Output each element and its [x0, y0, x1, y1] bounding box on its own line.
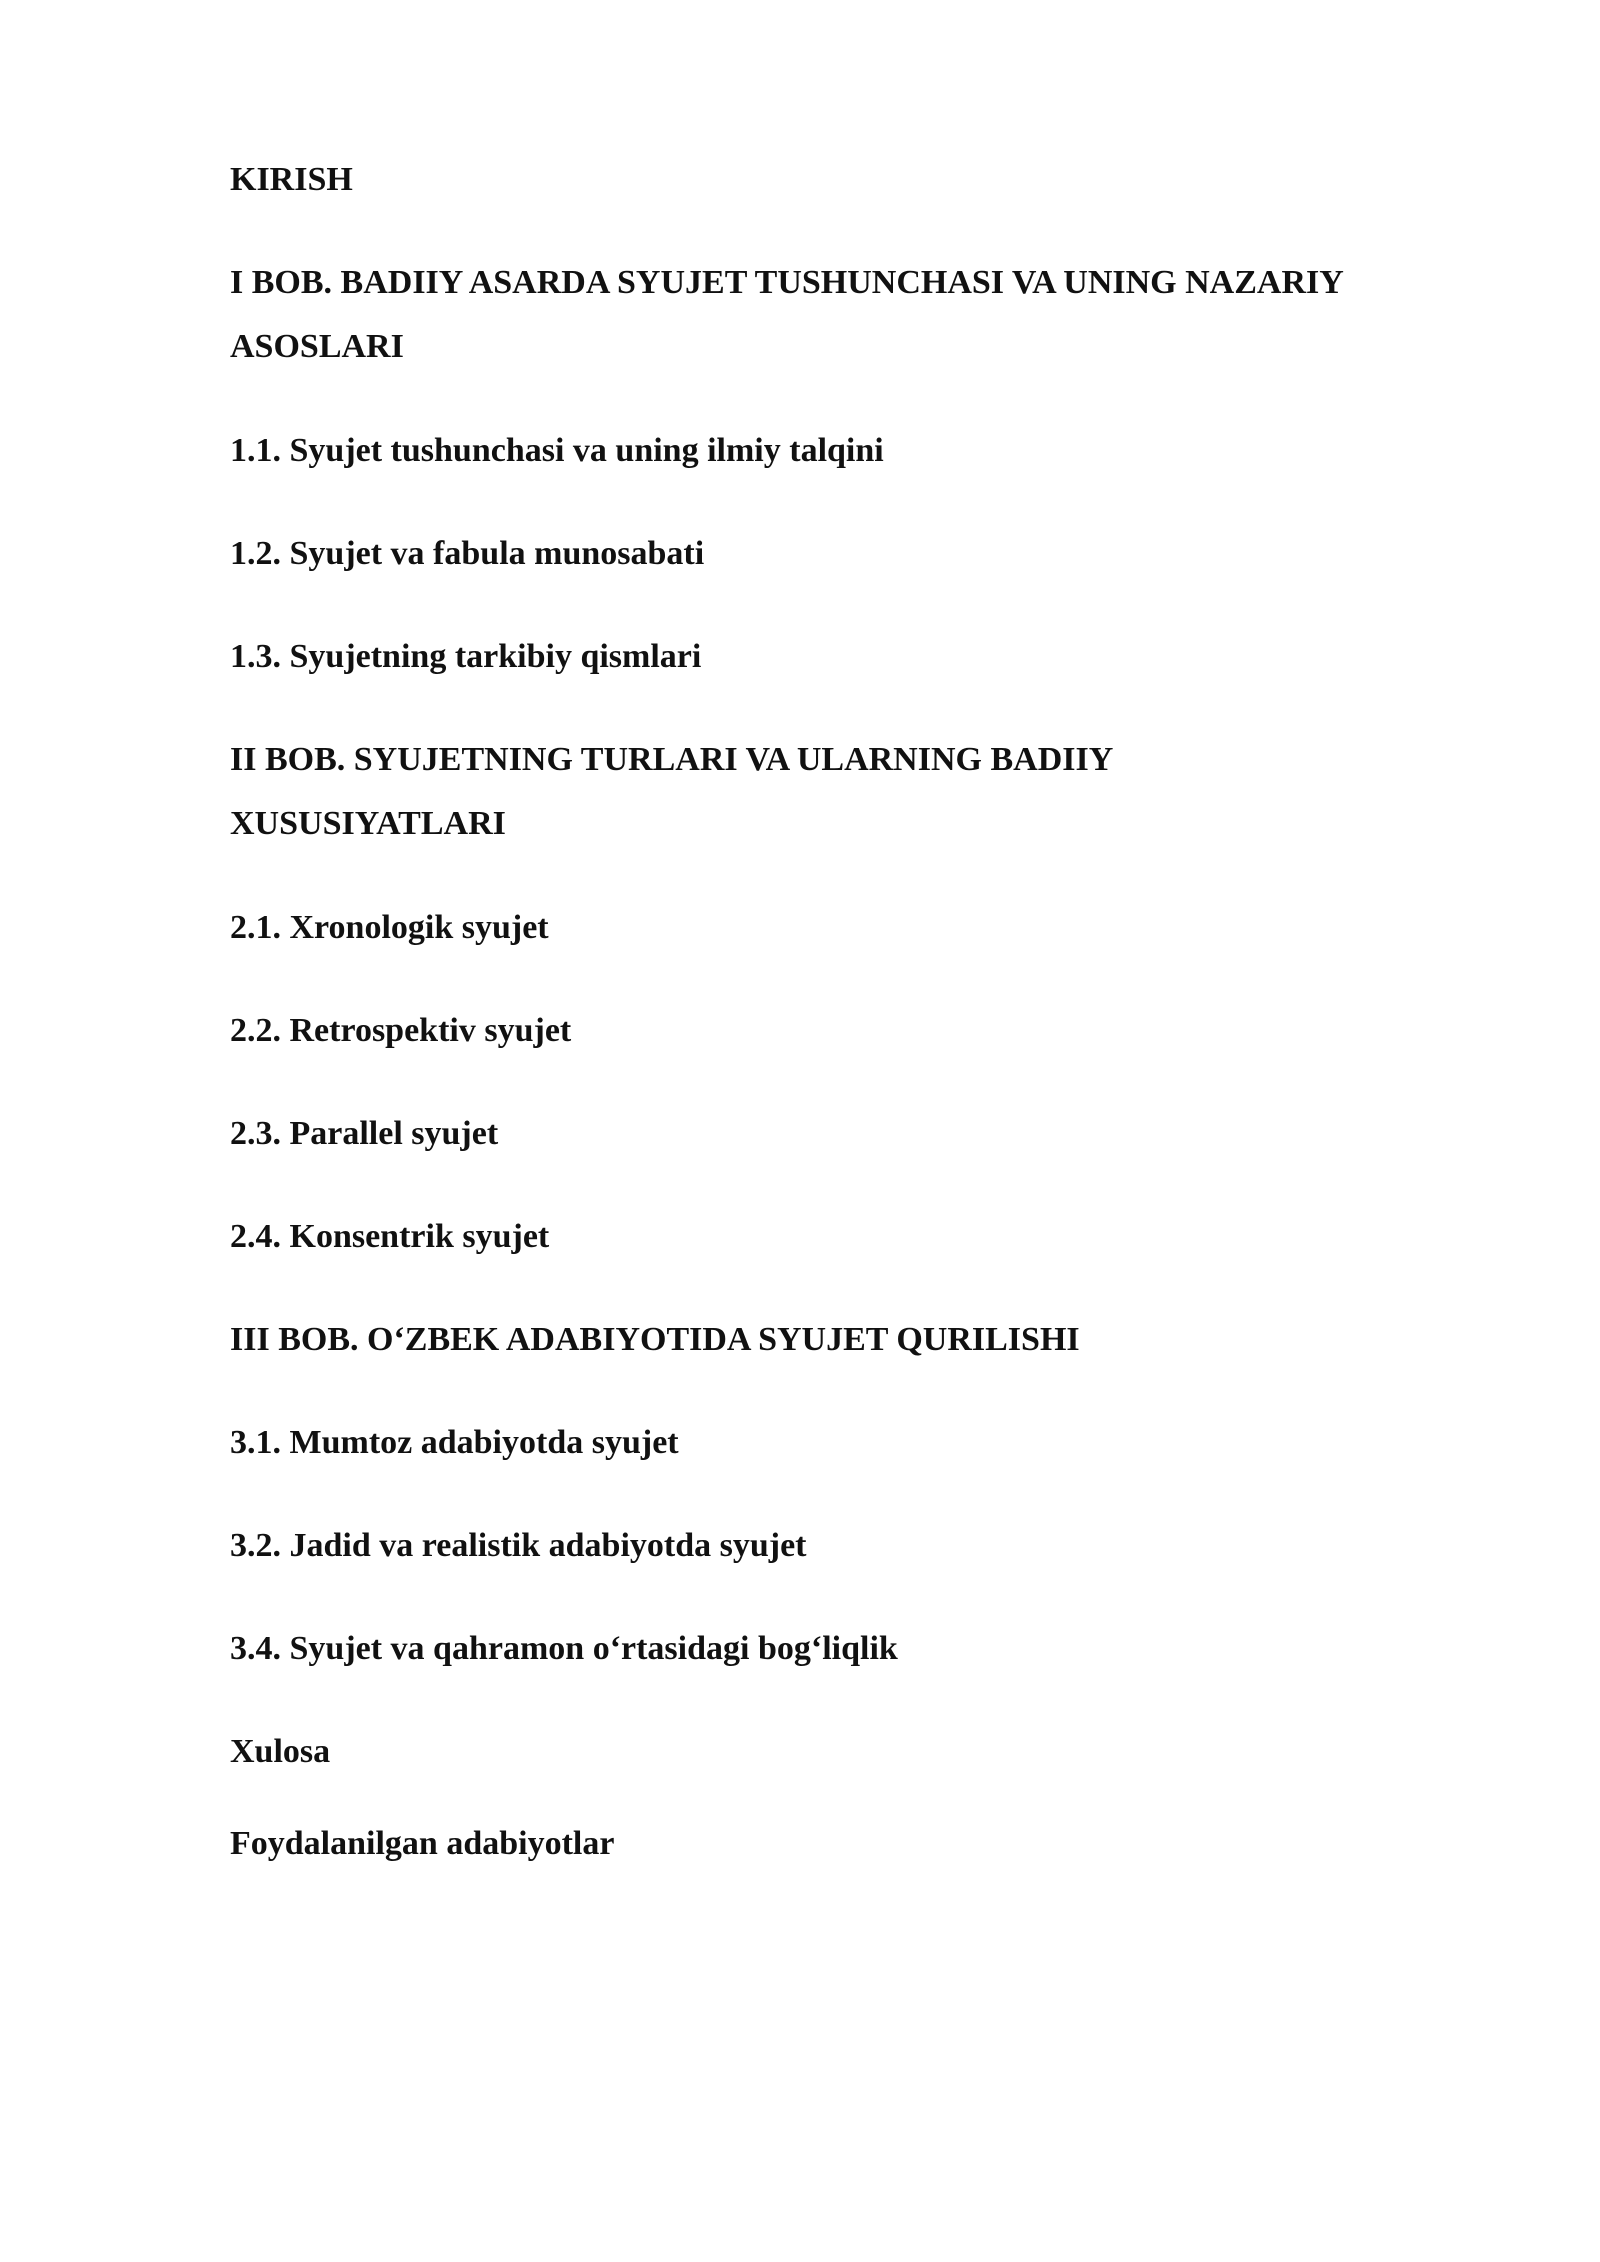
toc-entry-1-3: 1.3. Syujetning tarkibiy qismlari [230, 638, 702, 675]
toc-entry-references: Foydalanilgan adabiyotlar [230, 1825, 615, 1862]
toc-entry-2-2: 2.2. Retrospektiv syujet [230, 1012, 572, 1049]
toc-entry-xulosa: Xulosa [230, 1733, 331, 1770]
toc-entry-3-2: 3.2. Jadid va realistik adabiyotda syujet [230, 1527, 807, 1564]
toc-entry-2-3: 2.3. Parallel syujet [230, 1115, 499, 1152]
toc-entry-chapter-2: II BOB. SYUJETNING TURLARI VA ULARNING BADIIY XUSUSIYATLARI [230, 741, 1113, 842]
toc-entry-chapter-3: III BOB. O‘ZBEK ADABIYOTIDA SYUJET QURILISHI [230, 1321, 1080, 1358]
toc-entry-2-4: 2.4. Konsentrik syujet [230, 1218, 550, 1255]
toc-entry-3-4: 3.4. Syujet va qahramon o‘rtasidagi bog‘liqlik [230, 1630, 898, 1667]
toc-entry-chapter-1: I BOB. BADIIY ASARDA SYUJET TUSHUNCHASI VA UNING NAZARIY ASOSLARI [230, 264, 1343, 365]
toc-entry-3-1: 3.1. Mumtoz adabiyotda syujet [230, 1424, 679, 1461]
toc-entry-1-1: 1.1. Syujet tushunchasi va uning ilmiy talqini [230, 432, 884, 469]
toc-entry-1-2: 1.2. Syujet va fabula munosabati [230, 535, 705, 572]
toc-entry-2-1: 2.1. Xronologik syujet [230, 909, 549, 946]
toc-entry-kirish: KIRISH [230, 161, 353, 198]
